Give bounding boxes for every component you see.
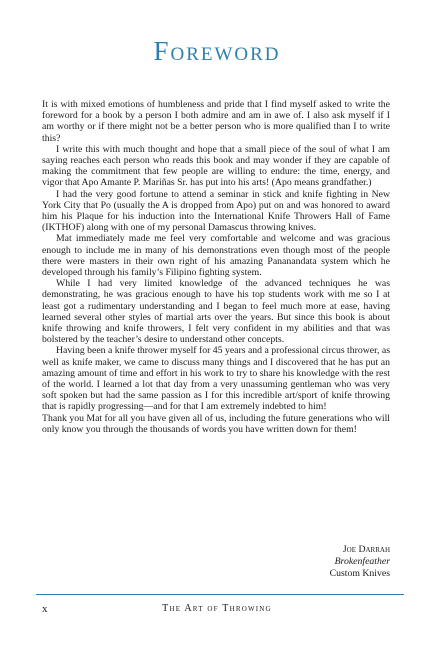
paragraph: Thank you Mat for all you have given all of us, including the future generations who will only know you through the thousands of words you have written down for them! — [42, 412, 390, 435]
paragraph: Mat immediately made me feel very comfortable and welcome and was gracious enough to include me in many of his demonstrations even though most of the people there were masters in their own right of his amazing Pananandata system which he developed through his family’s Filipino fighting system. — [42, 233, 390, 279]
foreword-body — [42, 99, 390, 435]
page-title: Foreword — [153, 36, 281, 66]
author-name: Joe Darrah — [342, 544, 390, 555]
running-head: The Art of Throwing — [162, 603, 272, 614]
paragraph: I had the very good fortune to attend a seminar in stick and knife fighting in New York City that Po (usually the A is dropped from Apo) put on and was honored to award him his Plaque for his induction into the International Knife Throwers Hall of Fame (IKTHOF) along with one of my personal Damascus throwing knives. — [42, 188, 390, 234]
author-title: Brokenfeather — [334, 556, 390, 567]
signature-block — [330, 544, 390, 580]
author-company: Custom Knives — [329, 568, 390, 579]
paragraph: It is with mixed emotions of humbleness and pride that I find myself asked to write the foreword for a book by a person I both admire and am in awe of. I also ask myself if I am worthy or if there might not be a better person who is more qualified than I to write this? — [42, 99, 390, 144]
paragraph: Having been a knife thrower myself for 45 years and a professional circus thrower, as well as knife maker, we came to discuss many things and I discovered that he has put an amazing amount of time and effort in his work to try to share his knowledge with the rest of the world. I learned a lot that day from a very unassuming gentleman who was very soft spoken but had the same passion as I for this incredible art/sport of knife throwing that is rapidly progressing—and for that I am extremely indebted to him! — [42, 345, 390, 413]
footer-rule — [36, 594, 404, 595]
paragraph: I write this with much thought and hope that a small piece of the soul of what I am saying reaches each person who reads this book and may wonder if they are capable of making the commitment that few people are willing to endure: the time, energy, and vigor that Apo Amante P. Mariñas Sr. has put into his arts! (Apo means grandfather.) — [42, 143, 390, 189]
page-number: x — [42, 603, 48, 615]
paragraph: While I had very limited knowledge of the advanced techniques he was demonstrating, he was gracious enough to have his top students work with me so I at least got a rudimentary understanding and I began to feel much more at ease, having learned several other styles of martial arts over the years. But since this book is about knife throwing and knife throwers, I felt very confident in my abilities and that was bolstered by the teacher’s desire to understand other concepts. — [42, 278, 390, 346]
